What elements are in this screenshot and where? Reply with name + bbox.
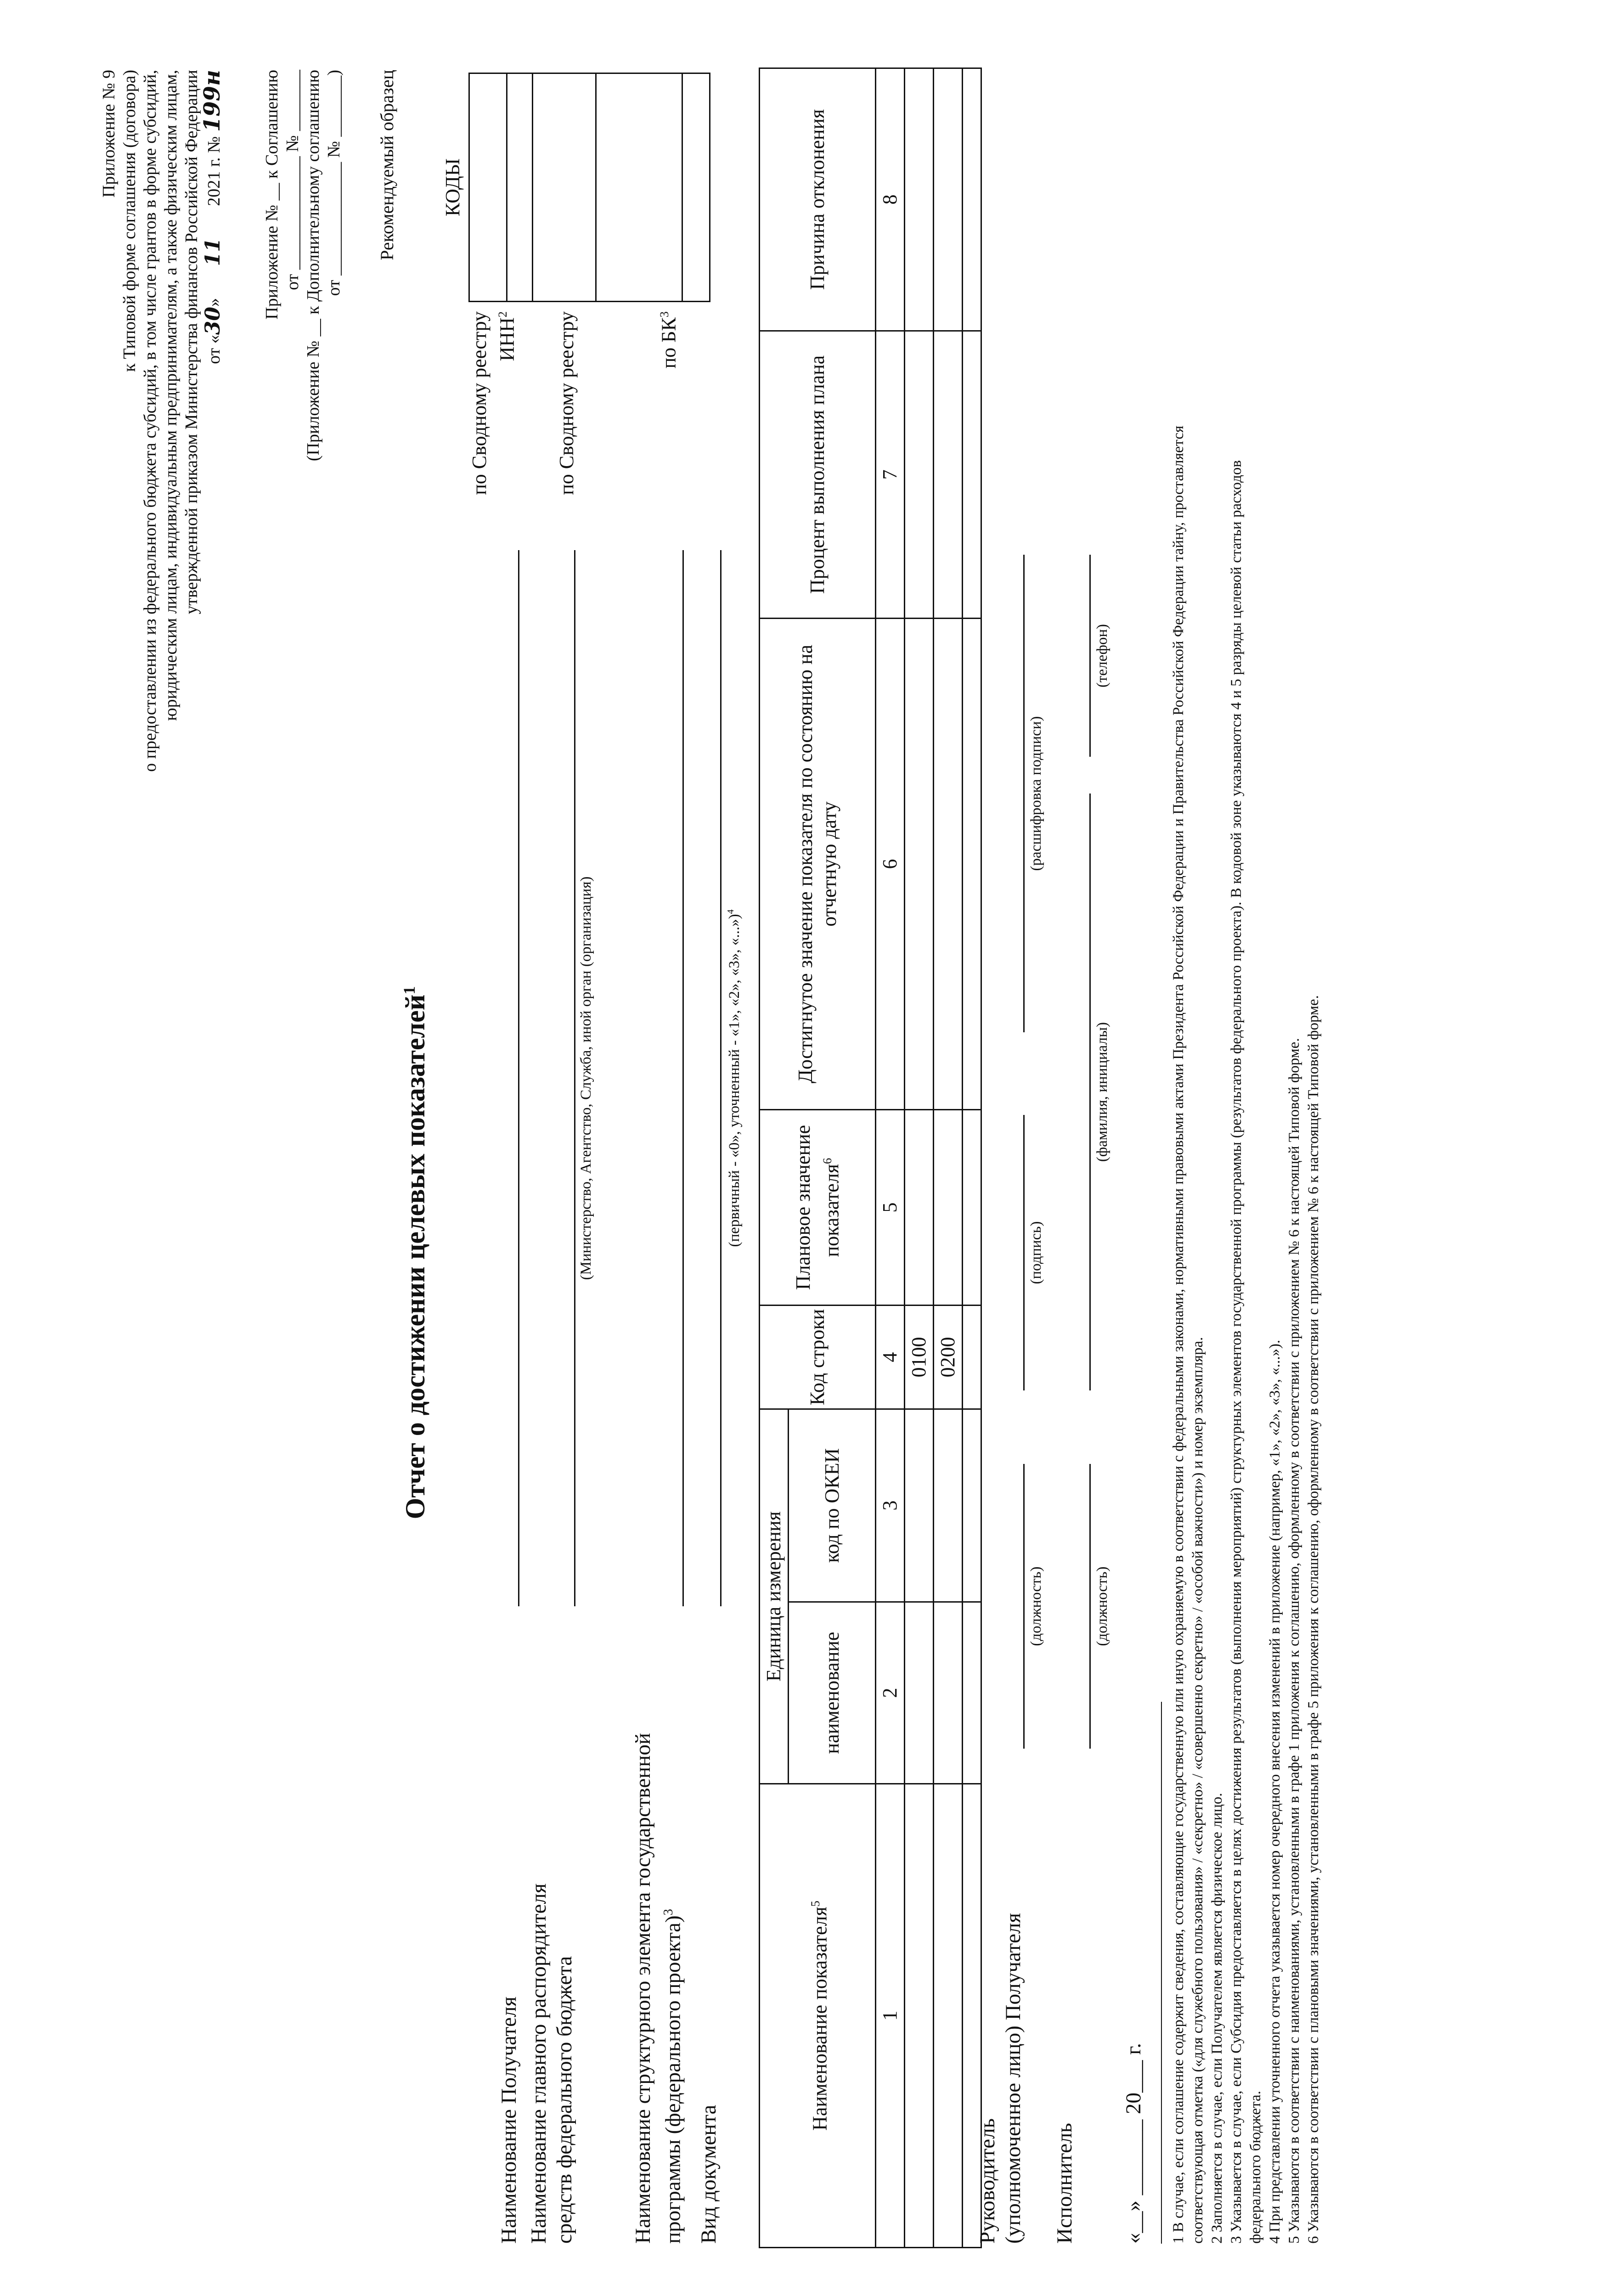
table-cell[interactable] bbox=[963, 331, 981, 619]
table-cell[interactable] bbox=[905, 619, 934, 1110]
executor-phone-caption: (телефон) bbox=[1094, 624, 1110, 688]
appendix-line: утвержденной приказом Министерства финансов Российской Федерации bbox=[182, 70, 201, 614]
appendix-header bbox=[99, 70, 225, 1172]
appendix-line: юридическим лицам, индивидуальным предпринимателям, а также физическим лицам, bbox=[161, 70, 180, 721]
executor-label: Исполнитель bbox=[1053, 2123, 1077, 2244]
table-cell[interactable] bbox=[905, 1409, 934, 1602]
gr-field[interactable] bbox=[574, 550, 575, 1606]
column-number: 4 bbox=[876, 1306, 905, 1409]
code-cell[interactable] bbox=[533, 73, 596, 302]
executor-position-field[interactable] bbox=[1089, 1464, 1091, 1749]
head-signature-field[interactable] bbox=[1023, 1115, 1025, 1390]
column-number: 6 bbox=[876, 619, 905, 1110]
order-number: 199н bbox=[199, 70, 225, 132]
executor-fio-field[interactable] bbox=[1089, 793, 1091, 1390]
head-signature-caption: (подпись) bbox=[1028, 1221, 1044, 1284]
table-row bbox=[934, 68, 963, 2248]
footnote: 1 В случае, если соглашение содержит сведения, составляющие государственную или иную охраняемую в соответствии с федеральными законами, нормативными правовыми актами Президента Российской Федерации и Правительства Российской Федерации тайну, проставляется bbox=[1170, 425, 1187, 2244]
head-position-caption: (должность) bbox=[1028, 1566, 1044, 1646]
table-cell[interactable] bbox=[934, 331, 963, 619]
footnotes bbox=[1169, 67, 1323, 2244]
footnote: соответствующая отметка («для служебного пользования» / «секретно» / «совершенно секретно» / «особой важности») и номер экземпляра. bbox=[1189, 1337, 1206, 2244]
codes-box bbox=[468, 73, 710, 302]
order-day: 30 bbox=[201, 306, 225, 335]
table-cell[interactable] bbox=[934, 68, 963, 331]
table-cell[interactable] bbox=[963, 1110, 981, 1306]
doc-type-hint: (первичный - «0», уточненный - «1», «2», «3», «...»)$^4$ bbox=[726, 909, 743, 1247]
footnote: 2 Заполняется в случае, если Получателем является физическое лицо. bbox=[1209, 1793, 1225, 2244]
code-cell[interactable] bbox=[682, 73, 710, 302]
column-number: 8 bbox=[876, 68, 905, 331]
executor-phone-field[interactable] bbox=[1089, 555, 1091, 757]
order-date-line: от «30» 11 2021 г. № 199н bbox=[199, 70, 225, 364]
footnote-divider bbox=[1161, 1702, 1162, 2244]
struct-label: Наименование структурного элемента государственной программы (федерального проекта)$^3$ bbox=[631, 1733, 685, 2244]
row-code-cell: 0100 bbox=[905, 1306, 934, 1409]
head-position-field[interactable] bbox=[1023, 1464, 1025, 1749]
col-unit-name: наименование bbox=[789, 1602, 876, 1784]
footnote: 5 Указываются в соответствии с наименованиями, установленными в графе 1 приложения к соглашению, оформленному в соответствии с приложением № 6 к настоящей Типовой форме. bbox=[1286, 1038, 1302, 2244]
appendix-line: к Типовой форме соглашения (договора) bbox=[120, 70, 139, 372]
table-cell[interactable] bbox=[934, 619, 963, 1110]
column-number: 5 bbox=[876, 1110, 905, 1306]
table-cell[interactable] bbox=[905, 331, 934, 619]
col-plan: Плановое значение показателя$^6$ bbox=[760, 1110, 876, 1306]
codes-label-inn: ИНН$^2$ bbox=[496, 311, 519, 361]
col-indicator-name: Наименование показателя$^5$ bbox=[760, 1784, 876, 2248]
table-cell[interactable] bbox=[963, 68, 981, 331]
code-cell[interactable] bbox=[469, 73, 507, 302]
table-cell[interactable] bbox=[905, 1602, 934, 1784]
code-cell[interactable] bbox=[507, 73, 533, 302]
recipient-field[interactable] bbox=[518, 550, 519, 1606]
head-decode-caption: (расшифровка подписи) bbox=[1028, 716, 1044, 871]
col-achieved: Достигнутое значение показателя по состоянию на отчетную дату bbox=[760, 619, 876, 1110]
col-reason: Причина отклонения bbox=[760, 68, 876, 331]
column-number: 7 bbox=[876, 331, 905, 619]
col-row-code: Код строки bbox=[760, 1306, 876, 1409]
table-cell[interactable] bbox=[905, 1110, 934, 1306]
doc-type-field[interactable] bbox=[720, 550, 721, 1606]
gr-label: Наименование главного распорядителя средств федерального бюджета bbox=[527, 1883, 576, 2244]
recipient-label: Наименование Получателя bbox=[497, 1996, 521, 2244]
col-unit-okei: код по ОКЕИ bbox=[789, 1409, 876, 1602]
struct-field[interactable] bbox=[682, 550, 684, 1606]
recommended-sample: Рекомендуемый образец bbox=[377, 70, 397, 260]
footnote: федерального бюджета. bbox=[1247, 2091, 1264, 2244]
table-cell[interactable] bbox=[905, 1784, 934, 2248]
table-cell[interactable] bbox=[963, 619, 981, 1110]
report-date[interactable]: «__» _______ 20___ г. bbox=[1122, 2043, 1145, 2244]
codes-header: КОДЫ bbox=[441, 158, 464, 217]
table-cell[interactable] bbox=[934, 1784, 963, 2248]
row-code-cell: 0200 bbox=[934, 1306, 963, 1409]
column-numbers-row bbox=[876, 68, 905, 2248]
footnote: 6 Указываются в соответствии с плановыми значениями, установленными в графе 5 приложения к соглашению, оформленному в соответствии с приложением № 6 к настоящей Типовой форме. bbox=[1305, 995, 1322, 2244]
executor-position-caption: (должность) bbox=[1094, 1566, 1110, 1646]
doc-type-label: Вид документа bbox=[697, 2105, 721, 2244]
column-number: 3 bbox=[876, 1409, 905, 1602]
table-row bbox=[905, 68, 934, 2248]
page-title: Отчет о достижении целевых показателей$^1$ bbox=[400, 986, 430, 1519]
column-number: 1 bbox=[876, 1784, 905, 2248]
table-cell[interactable] bbox=[905, 68, 934, 331]
footnote: 3 Указывается в случае, если Субсидия предоставляется в целях достижения результатов (выполнения мероприятий) структурных элементов государственной программы (результатов федерального проекта). В кодовой зоне указываются 4 и 5 разряды целевой статьи расходов bbox=[1228, 460, 1245, 2244]
head-label: Руководитель (уполномоченное лицо) Получателя bbox=[975, 1913, 1025, 2244]
table-cell[interactable] bbox=[934, 1602, 963, 1784]
codes-label-reestr-2: по Сводному реестру bbox=[555, 311, 578, 495]
appendix-title: Приложение № 9 bbox=[99, 70, 118, 198]
head-decode-field[interactable] bbox=[1023, 555, 1025, 1032]
order-month: 11 bbox=[201, 238, 225, 266]
appendix-line: о предоставлении из федерального бюджета субсидий, в том числе грантов в форме субсидий, bbox=[141, 70, 160, 772]
indicators-table bbox=[759, 68, 982, 2248]
row-code-cell bbox=[963, 1306, 981, 1409]
table-cell[interactable] bbox=[963, 1409, 981, 1602]
footnote: 4 При представлении уточненного отчета указывается номер очередного внесения изменений в приложение (например, «1», «2», «3», «...»). bbox=[1267, 1339, 1283, 2244]
table-cell[interactable] bbox=[934, 1110, 963, 1306]
column-number: 2 bbox=[876, 1602, 905, 1784]
agreement-reference: Приложение № __ к Соглашению от _____________ № _______ (Приложение № __ к Дополнительному соглашению от _____________ № _______) bbox=[262, 70, 344, 461]
executor-fio-caption: (фамилия, инициалы) bbox=[1094, 1022, 1110, 1162]
col-percent: Процент выполнения плана bbox=[760, 331, 876, 619]
code-cell[interactable] bbox=[596, 73, 682, 302]
col-unit-group: Единица измерения bbox=[760, 1409, 789, 1784]
table-cell[interactable] bbox=[934, 1409, 963, 1602]
gr-hint: (Министерство, Агентство, Служба, иной орган (организация) bbox=[578, 876, 594, 1280]
codes-label-reestr: по Сводному реестру bbox=[468, 311, 490, 495]
codes-label-bk: по $БК^3$ bbox=[657, 311, 680, 369]
